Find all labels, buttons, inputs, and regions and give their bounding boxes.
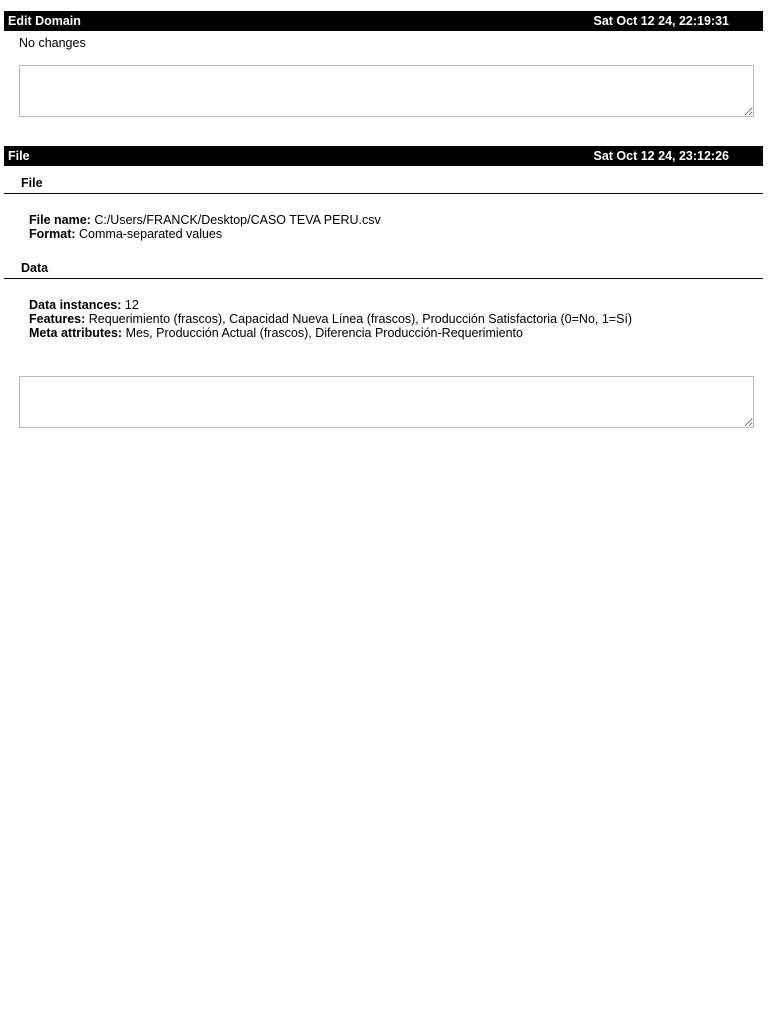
report-edit-domain — [4, 11, 763, 121]
report-timestamp: Sat Oct 12 24, 22:19:31 — [593, 14, 729, 28]
data-instances-row — [29, 298, 139, 312]
features-label: Features: — [29, 312, 86, 326]
format-label: Format: — [29, 227, 76, 241]
file-name-row — [29, 213, 381, 227]
section-data-title: Data — [21, 261, 49, 275]
file-name-value: C:/Users/FRANCK/Desktop/CASO TEVA PERU.csv — [94, 213, 381, 227]
format-row — [29, 227, 222, 241]
meta-attributes-row — [29, 326, 523, 340]
section-file-title: File — [21, 176, 43, 190]
comment-textarea[interactable] — [19, 65, 754, 117]
data-instances-label: Data instances: — [29, 298, 122, 312]
format-value: Comma-separated values — [79, 227, 223, 241]
section-file-heading — [4, 174, 763, 194]
report-title: Edit Domain — [8, 14, 81, 28]
meta-attributes-label: Meta attributes: — [29, 326, 123, 340]
meta-attributes-value: Mes, Producción Actual (frascos), Diferencia Producción-Requerimiento — [125, 326, 523, 340]
report-title: File — [8, 149, 30, 163]
comment-textarea[interactable] — [19, 376, 754, 428]
report-file — [4, 146, 763, 436]
no-changes-text: No changes — [19, 36, 86, 50]
section-data-heading — [4, 259, 763, 279]
features-value: Requerimiento (frascos), Capacidad Nueva Línea (frascos), Producción Satisfactoria (0=No, 1=Sí) — [88, 312, 633, 326]
file-name-label: File name: — [29, 213, 91, 227]
report-header — [4, 11, 763, 31]
data-instances-value: 12 — [124, 298, 139, 312]
report-header — [4, 146, 763, 166]
features-row — [29, 312, 632, 326]
report-timestamp: Sat Oct 12 24, 23:12:26 — [593, 149, 729, 163]
